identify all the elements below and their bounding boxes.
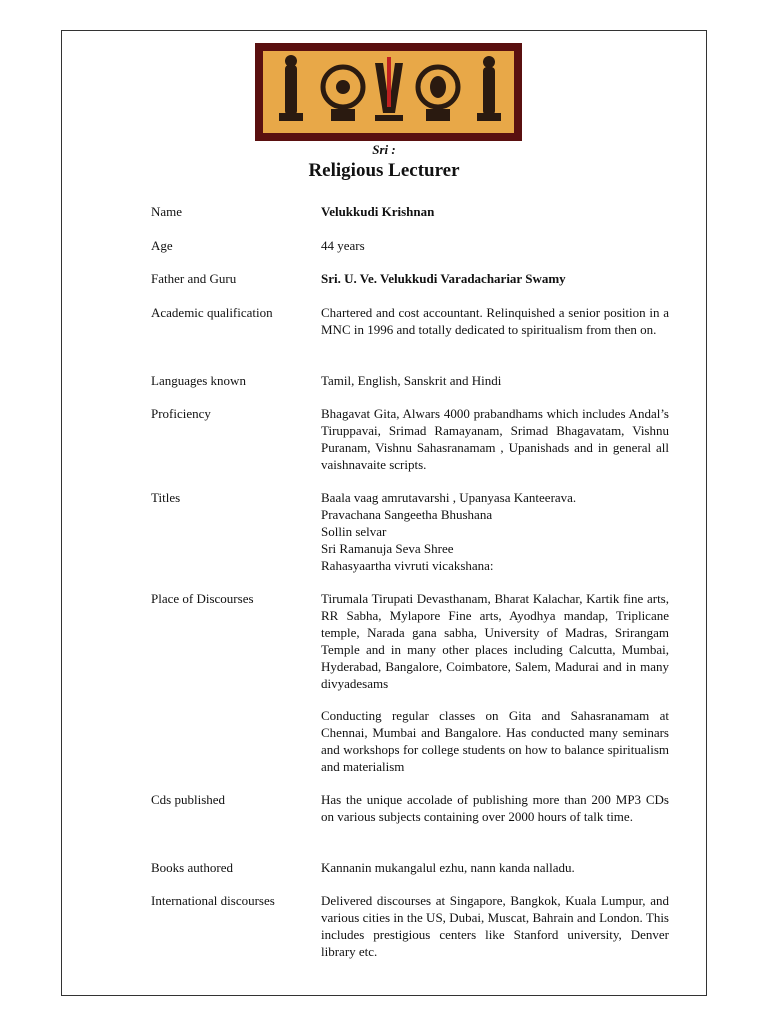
row-label: Cds published xyxy=(151,792,226,807)
row-value: Chartered and cost accountant. Relinquished a senior position in a MNC in 1996 and totally dedicated to spiritualism from then on. xyxy=(321,305,669,337)
row-label: Books authored xyxy=(151,860,233,875)
row-label: Academic qualification xyxy=(151,305,273,320)
row-value: Kannanin mukangalul ezhu, nann kanda nalladu. xyxy=(321,860,575,875)
row-value-lines xyxy=(321,489,669,574)
row-value: Sri. U. Ve. Velukkudi Varadachariar Swamy xyxy=(321,271,566,286)
row-value: Tirumala Tirupati Devasthanam, Bharat Kalachar, Kartik fine arts, RR Sabha, Mylapore Fine arts, Ayodhya mandap, Triplicane temple, Narada gana sabha, University of Madras, Srirangam Temple and in many other places including Calcutta, Mumbai, Hyderabad, Bangalore, Coimbatore, Salem, Madurai and in many divyadesams xyxy=(321,591,669,691)
deity-figures-icon xyxy=(263,51,514,133)
row-label: Languages known xyxy=(151,373,246,388)
row-value: Conducting regular classes on Gita and Sahasranamam at Chennai, Mumbai and Bangalore. Has conducted many seminars and workshops for college students on how to balance spiritualism and materialism xyxy=(321,708,669,774)
deity-banner-image xyxy=(255,43,522,141)
row-value: Velukkudi Krishnan xyxy=(321,204,435,219)
row-value: Tamil, English, Sanskrit and Hindi xyxy=(321,373,502,388)
row-value: Delivered discourses at Singapore, Bangkok, Kuala Lumpur, and various cities in the US, Dubai, Muscat, Bahrain and London. This includes prestigious centers like Stanford university, Denver library etc. xyxy=(321,893,669,959)
row-label: Proficiency xyxy=(151,406,211,421)
row-value: Bhagavat Gita, Alwars 4000 prabandhams which includes Andal’s Tiruppavai, Srimad Ramayanam, Srimad Bhagavatam, Vishnu Puranam, Vishnu Sahasranamam , Upanishads and in general all vaishnavaite scripts. xyxy=(321,406,669,472)
sri-heading: Sri : xyxy=(372,142,396,157)
row-label: International discourses xyxy=(151,893,275,908)
row-label: Father and Guru xyxy=(151,271,237,286)
title-line: Baala vaag amrutavarshi , Upanyasa Kanteerava. xyxy=(321,490,577,505)
title-line: Pravachana Sangeetha Bhushana xyxy=(321,507,493,522)
title-line: Sri Ramanuja Seva Shree xyxy=(321,541,454,556)
title-line: Rahasyaartha vivruti vicakshana: xyxy=(321,558,494,573)
page-title: Religious Lecturer xyxy=(308,160,460,181)
row-label: Titles xyxy=(151,490,181,505)
row-value: 44 years xyxy=(321,238,365,253)
title-line: Sollin selvar xyxy=(321,524,387,539)
row-label: Place of Discourses xyxy=(151,591,254,606)
row-value: Has the unique accolade of publishing more than 200 MP3 CDs on various subjects containing over 2000 hours of talk time. xyxy=(321,792,669,824)
row-label: Age xyxy=(151,238,173,253)
row-label: Name xyxy=(151,204,183,219)
